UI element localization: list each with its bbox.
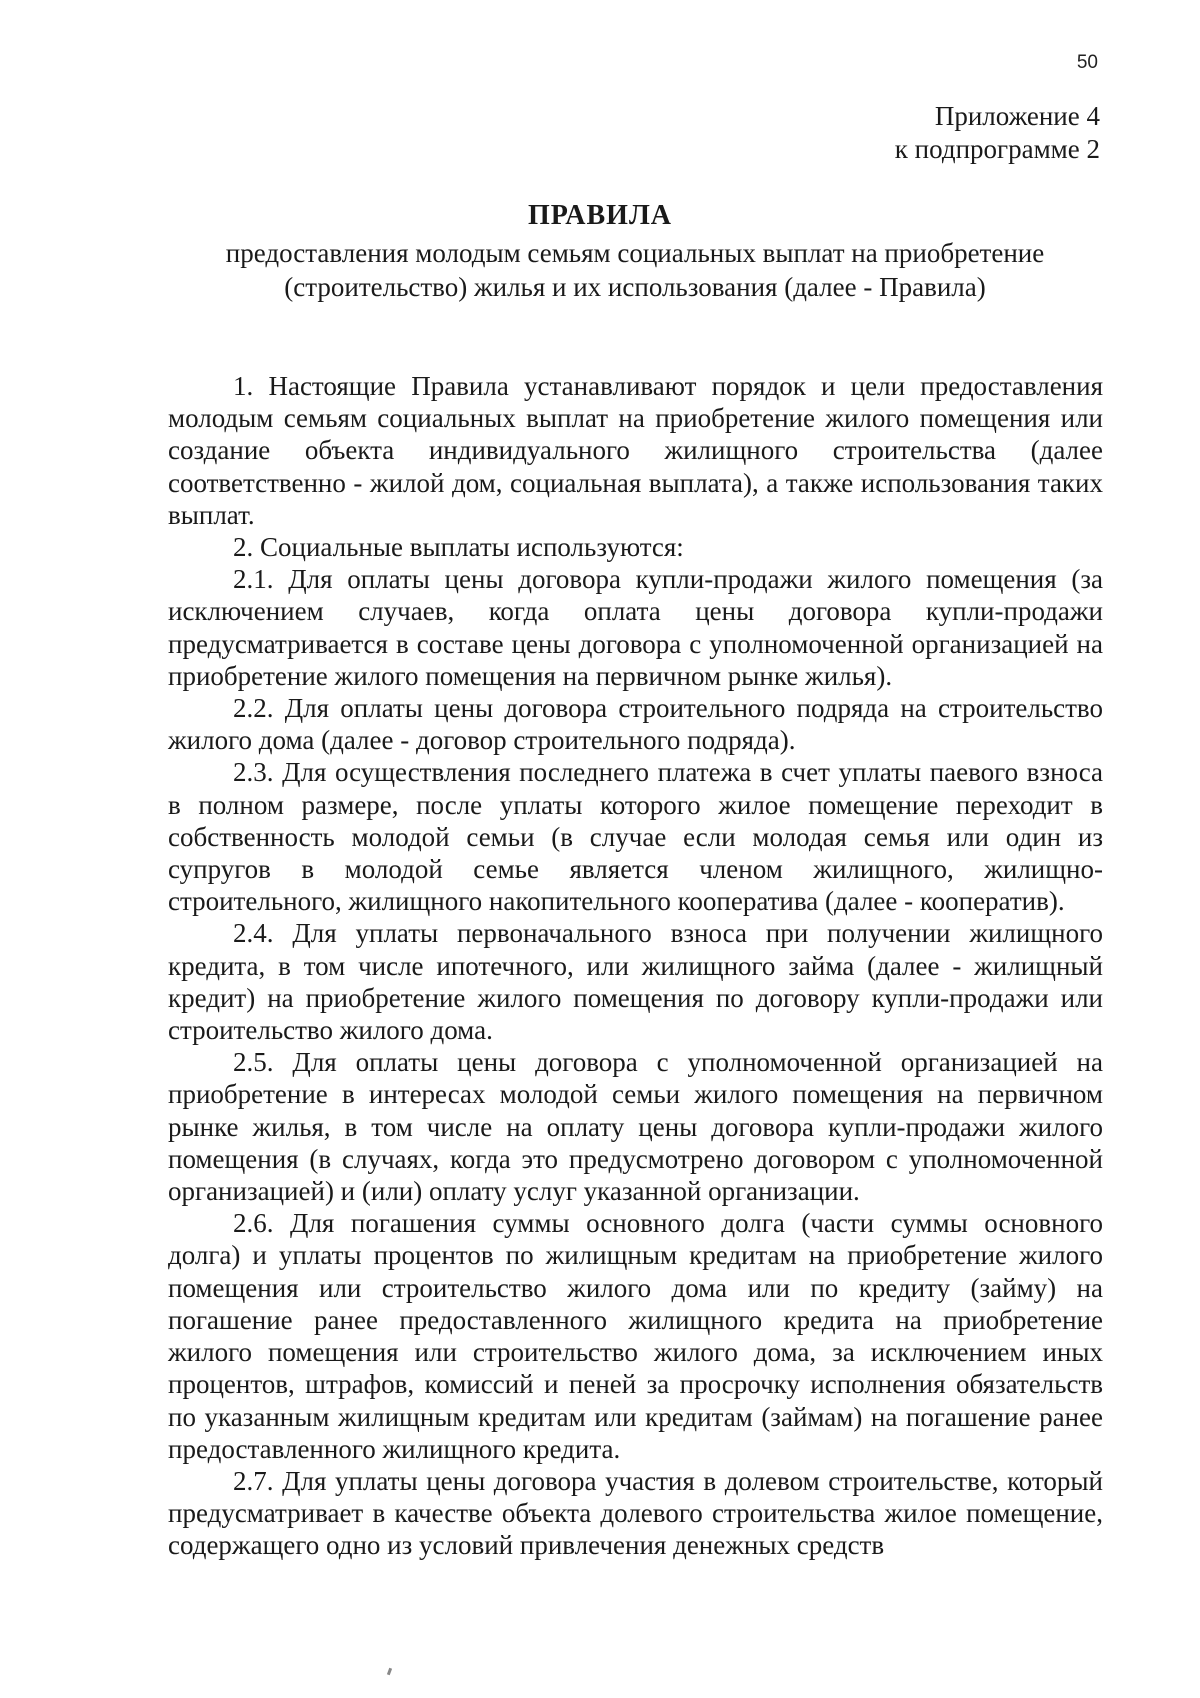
appendix-line-2: к подпрограмме 2 xyxy=(894,134,1100,164)
paragraph-2-5: 2.5. Для оплаты цены договора с уполномоченной организацией на приобретение в интересах молодой семьи жилого помещения на первичном рынке жилья, в том числе на оплату цены договора купли-продажи жилого помещения (в случаях, когда это предусмотрено договором с уполномоченной организацией) и (или) оплату услуг указанной организации. xyxy=(168,1047,1103,1207)
page-number: 50 xyxy=(1076,52,1098,73)
paragraph-2-2: 2.2. Для оплаты цены договора строительного подряда на строительство жилого дома (далее - договор строительного подряда). xyxy=(168,693,1103,756)
appendix-reference xyxy=(895,100,1100,166)
paragraph-2-6: 2.6. Для погашения суммы основного долга (части суммы основного долга) и уплаты процентов по жилищным кредитам на приобретение жилого помещения или строительство жилого дома или по кредиту (займу) на погашение ранее предоставленного жилищного кредита на приобретение жилого помещения или строительство жилого дома, за исключением иных процентов, штрафов, комиссий и пеней за просрочку исполнения обязательств по указанным жилищным кредитам или кредитам (займам) на погашение ранее предоставленного жилищного кредита. xyxy=(168,1208,1103,1464)
paragraph-2-1: 2.1. Для оплаты цены договора купли-продажи жилого помещения (за исключением случаев, когда оплата цены договора купли-продажи предусматривается в составе цены договора с уполномоченной организацией на приобретение жилого помещения на первичном рынке жилья). xyxy=(168,564,1103,691)
paragraph-2-4: 2.4. Для уплаты первоначального взноса при получении жилищного кредита, в том числе ипотечного, или жилищного займа (далее - жилищный кредит) на приобретение жилого помещения по договору купли-продажи или строительство жилого дома. xyxy=(168,918,1103,1046)
appendix-line-1: Приложение 4 xyxy=(934,101,1100,131)
document-subtitle: предоставления молодым семьям социальных выплат на приобретение (строительство) жилья и их использования (далее - Правила) xyxy=(225,238,1045,302)
scan-artifact xyxy=(387,1668,392,1676)
paragraph-2: 2. Социальные выплаты используются: xyxy=(233,532,684,563)
paragraph-1: 1. Настоящие Правила устанавливают порядок и цели предоставления молодым семьям социальных выплат на приобретение жилого помещения или создание объекта индивидуального жилищного строительства (далее соответственно - жилой дом, социальная выплата), а также использования таких выплат. xyxy=(168,371,1103,530)
paragraph-2-3: 2.3. Для осуществления последнего платежа в счет уплаты паевого взноса в полном размере, после уплаты которого жилое помещение переходит в собственность молодой семьи (в случае если молодая семья или один из супругов в молодой семье является членом жилищного, жилищно-строительного, жилищного накопительного кооператива (далее - кооператив). xyxy=(168,757,1103,917)
document-title: ПРАВИЛА xyxy=(527,200,673,231)
document-body xyxy=(168,370,1103,1562)
paragraph-2-7: 2.7. Для уплаты цены договора участия в долевом строительстве, который предусматривает в качестве объекта долевого строительства жилое помещение, содержащего одно из условий привлечения денежных средств xyxy=(168,1465,1103,1561)
